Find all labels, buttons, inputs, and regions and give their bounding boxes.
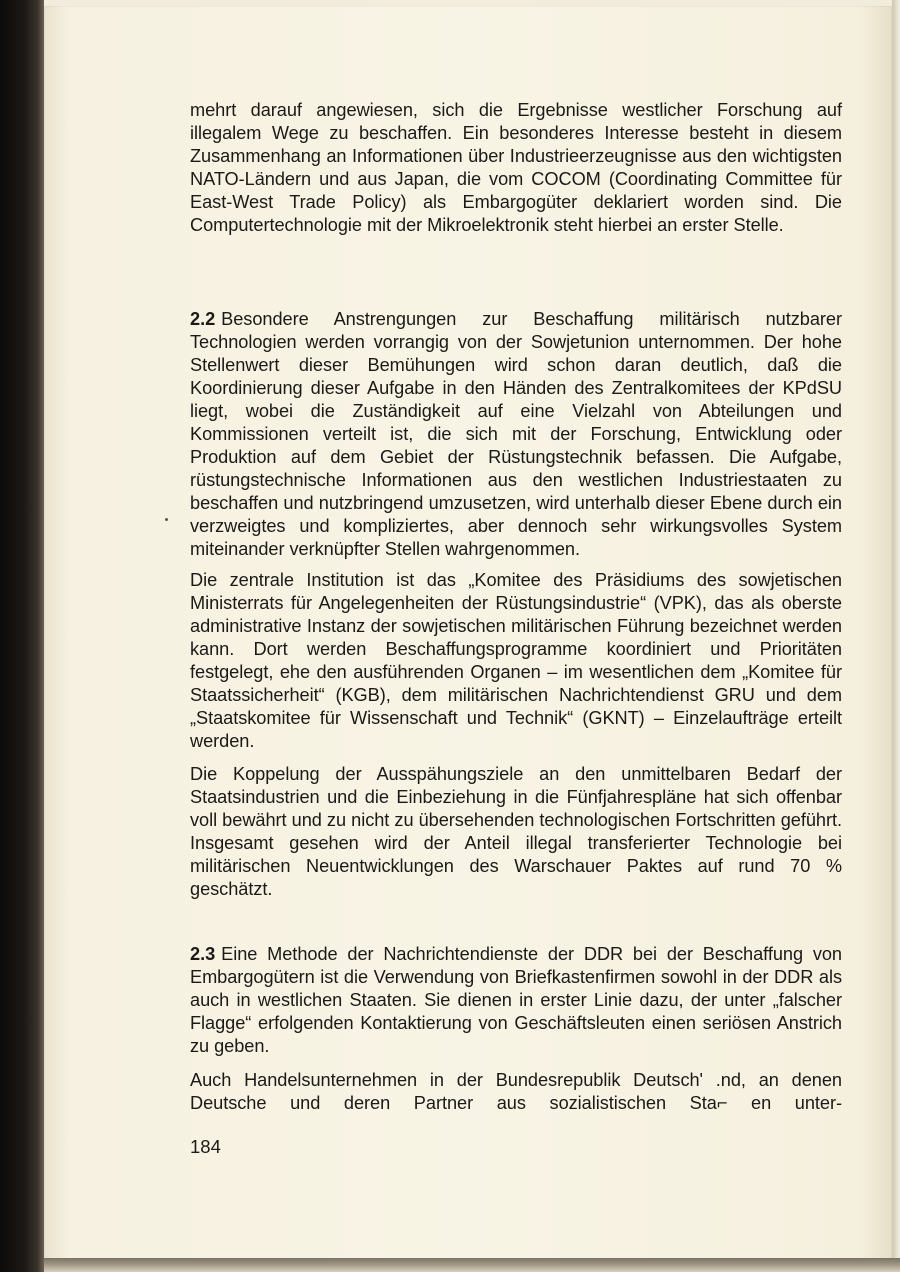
section-2-3-paragraph (190, 943, 842, 1058)
page-bottom-edge (44, 1258, 900, 1272)
section-2-3-text: Eine Methode der Nachrichtendienste der DDR bei der Beschaffung von Embargogütern ist die Verwendung von Briefkastenfirmen sowohl in der DDR als auch in westlichen Staaten. Sie dienen in erster Linie dazu, der unter „falscher Flagge“ erfolgenden Kontaktierung von Geschäftsleuten einen seriösen Anstrich zu geben. (190, 944, 842, 1056)
section-2-2 (190, 308, 842, 561)
paragraph-intro-text: mehrt darauf angewiesen, sich die Ergebnisse westlicher Forschung auf illegalem Wege zu beschaffen. Ein besonderes Interesse besteht in diesem Zusammenhang an Informationen über Industrieerzeugnisse aus den wichtigsten NATO-Ländern und aus Japan, die vom COCOM (Coordinating Committee für East-West Trade Policy) als Embargogüter deklariert worden sind. Die Computertechnologie mit der Mikroelektronik steht hierbei an erster Stelle. (190, 100, 842, 235)
paragraph-intro (190, 99, 842, 237)
paragraph-koppelung-text: Die Koppelung der Ausspähungsziele an den unmittelbaren Bedarf der Staatsindustrien und die Einbeziehung in die Fünfjahrespläne hat sich offenbar voll bewährt und zu nicht zu übersehenden technologischen Fortschritten geführt. Insgesamt gesehen wird der Anteil illegal transferierter Technologie bei militärischen Neuentwicklungen des Warschauer Paktes auf rund 70 % geschätzt. (190, 764, 842, 899)
paragraph-vpk-text: Die zentrale Institution ist das „Komitee des Präsidiums des sowjetischen Ministerrats für Angelegenheiten der Rüstungsindustrie“ (VPK), das als oberste administrative Instanz der sowjetischen militärischen Führung bezeichnet werden kann. Dort werden Beschaffungsprogramme koordiniert und Prioritäten festgelegt, ehe den ausführenden Organen – im wesentlichen dem „Komitee für Staatssicherheit“ (KGB), dem militärischen Nachrichtendienst GRU und dem „Staatskomitee für Wissenschaft und Technik“ (GKNT) – Einzelaufträge erteilt werden. (190, 570, 842, 751)
paragraph-handelsunternehmen-text: Auch Handelsunternehmen in der Bundesrepublik Deutsch' .nd, an denen Deutsche und deren Partner aus sozialistischen Sta⌐ en unter- (190, 1070, 842, 1113)
page-right-edge (892, 0, 900, 1272)
section-2-2-paragraph (190, 308, 842, 561)
section-2-3 (190, 943, 842, 1058)
page-number: 184 (190, 1136, 221, 1157)
section-number: 2.2 (190, 309, 216, 329)
section-2-2-text: Besondere Anstrengungen zur Beschaffung militärisch nutzbarer Technologien werden vorrangig von der Sowjetunion unternommen. Der hohe Stellenwert dieser Bemühungen wird schon daran deutlich, daß die Koordinierung dieser Aufgabe in den Händen des Zentralkomitees der KPdSU liegt, wobei die Zuständigkeit auf eine Vielzahl von Abteilungen und Kommissionen verteilt ist, die sich mit der Forschung, Entwicklung oder Produktion auf dem Gebiet der Rüstungstechnik befassen. Die Aufgabe, rüstungstechnische Informationen aus den westlichen Industriestaaten zu beschaffen und nutzbringend umzusetzen, wird unterhalb dieser Ebene durch ein verzweigtes und kompliziertes, aber dennoch sehr wirkungsvolles System miteinander verknüpfter Stellen wahrgenommen. (190, 309, 842, 559)
paragraph-handelsunternehmen (190, 1069, 842, 1115)
book-spine-shadow (0, 0, 44, 1272)
paragraph-koppelung (190, 763, 842, 901)
paragraph-vpk (190, 569, 842, 753)
margin-dot (165, 518, 168, 521)
section-number: 2.3 (190, 944, 216, 964)
